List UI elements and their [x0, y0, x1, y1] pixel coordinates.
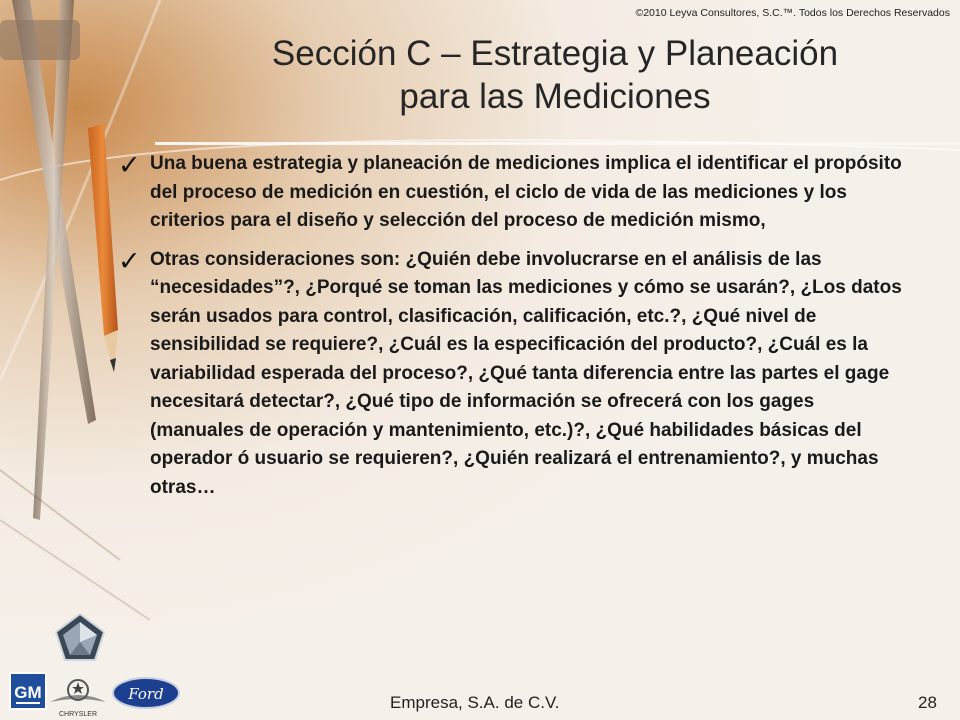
bullet-item [118, 150, 908, 236]
copyright-notice: ©2010 Leyva Consultores, S.C.™. Todos los Derechos Reservados [635, 7, 950, 19]
bullet-item [118, 246, 908, 503]
chrysler-pentastar-logo [56, 614, 104, 660]
footer-company-name: Empresa, S.A. de C.V. [390, 693, 560, 712]
gm-logo-text: GM [14, 683, 42, 702]
slide-title [170, 32, 940, 118]
title-divider [155, 142, 960, 145]
bullet-text: Una buena estrategia y planeación de mediciones implica el identificar el propósito del proceso de medición en cuestión, el ciclo de vida de las mediciones y los criterios para el diseño y selección del proceso de medición mismo, [150, 153, 902, 231]
ford-logo-text: Ford [128, 685, 164, 703]
slide-title-line-2: para las Mediciones [399, 77, 711, 116]
bullet-text: Otras consideraciones son: ¿Quién debe involucrarse en el análisis de las “necesidades”?, ¿Porqué se toman las mediciones y cómo se usarán?, ¿Los datos serán usados para control, clasificación, calificación, etc.?, ¿Qué nivel de sensibilidad se requiere?, ¿Cuál es la especificación del producto?, ¿Cuál es la variabilidad esperada del proceso?, ¿Qué tanta diferencia entre las partes el gage necesitará detectar?, ¿Qué tipo de información se ofrecerá con los gages (manuales de operación y mantenimiento, etc.)?, ¿Qué habilidades básicas del operador ó usuario se requieren?, ¿Quién realizará el entrenamiento?, y muchas otras… [150, 248, 902, 498]
bullet-list [118, 150, 908, 512]
page-number: 28 [918, 693, 937, 712]
checkmark-icon: ✓ [118, 245, 141, 277]
automaker-logos [0, 610, 190, 720]
ford-oval-logo [113, 678, 179, 708]
chrysler-wings-logo [50, 680, 106, 718]
checkmark-icon: ✓ [118, 150, 141, 181]
gm-logo [10, 673, 46, 709]
chrysler-logo-text: CHRYSLER [59, 711, 97, 718]
slide-title-line-1: Sección C – Estrategia y Planeación [271, 34, 839, 73]
